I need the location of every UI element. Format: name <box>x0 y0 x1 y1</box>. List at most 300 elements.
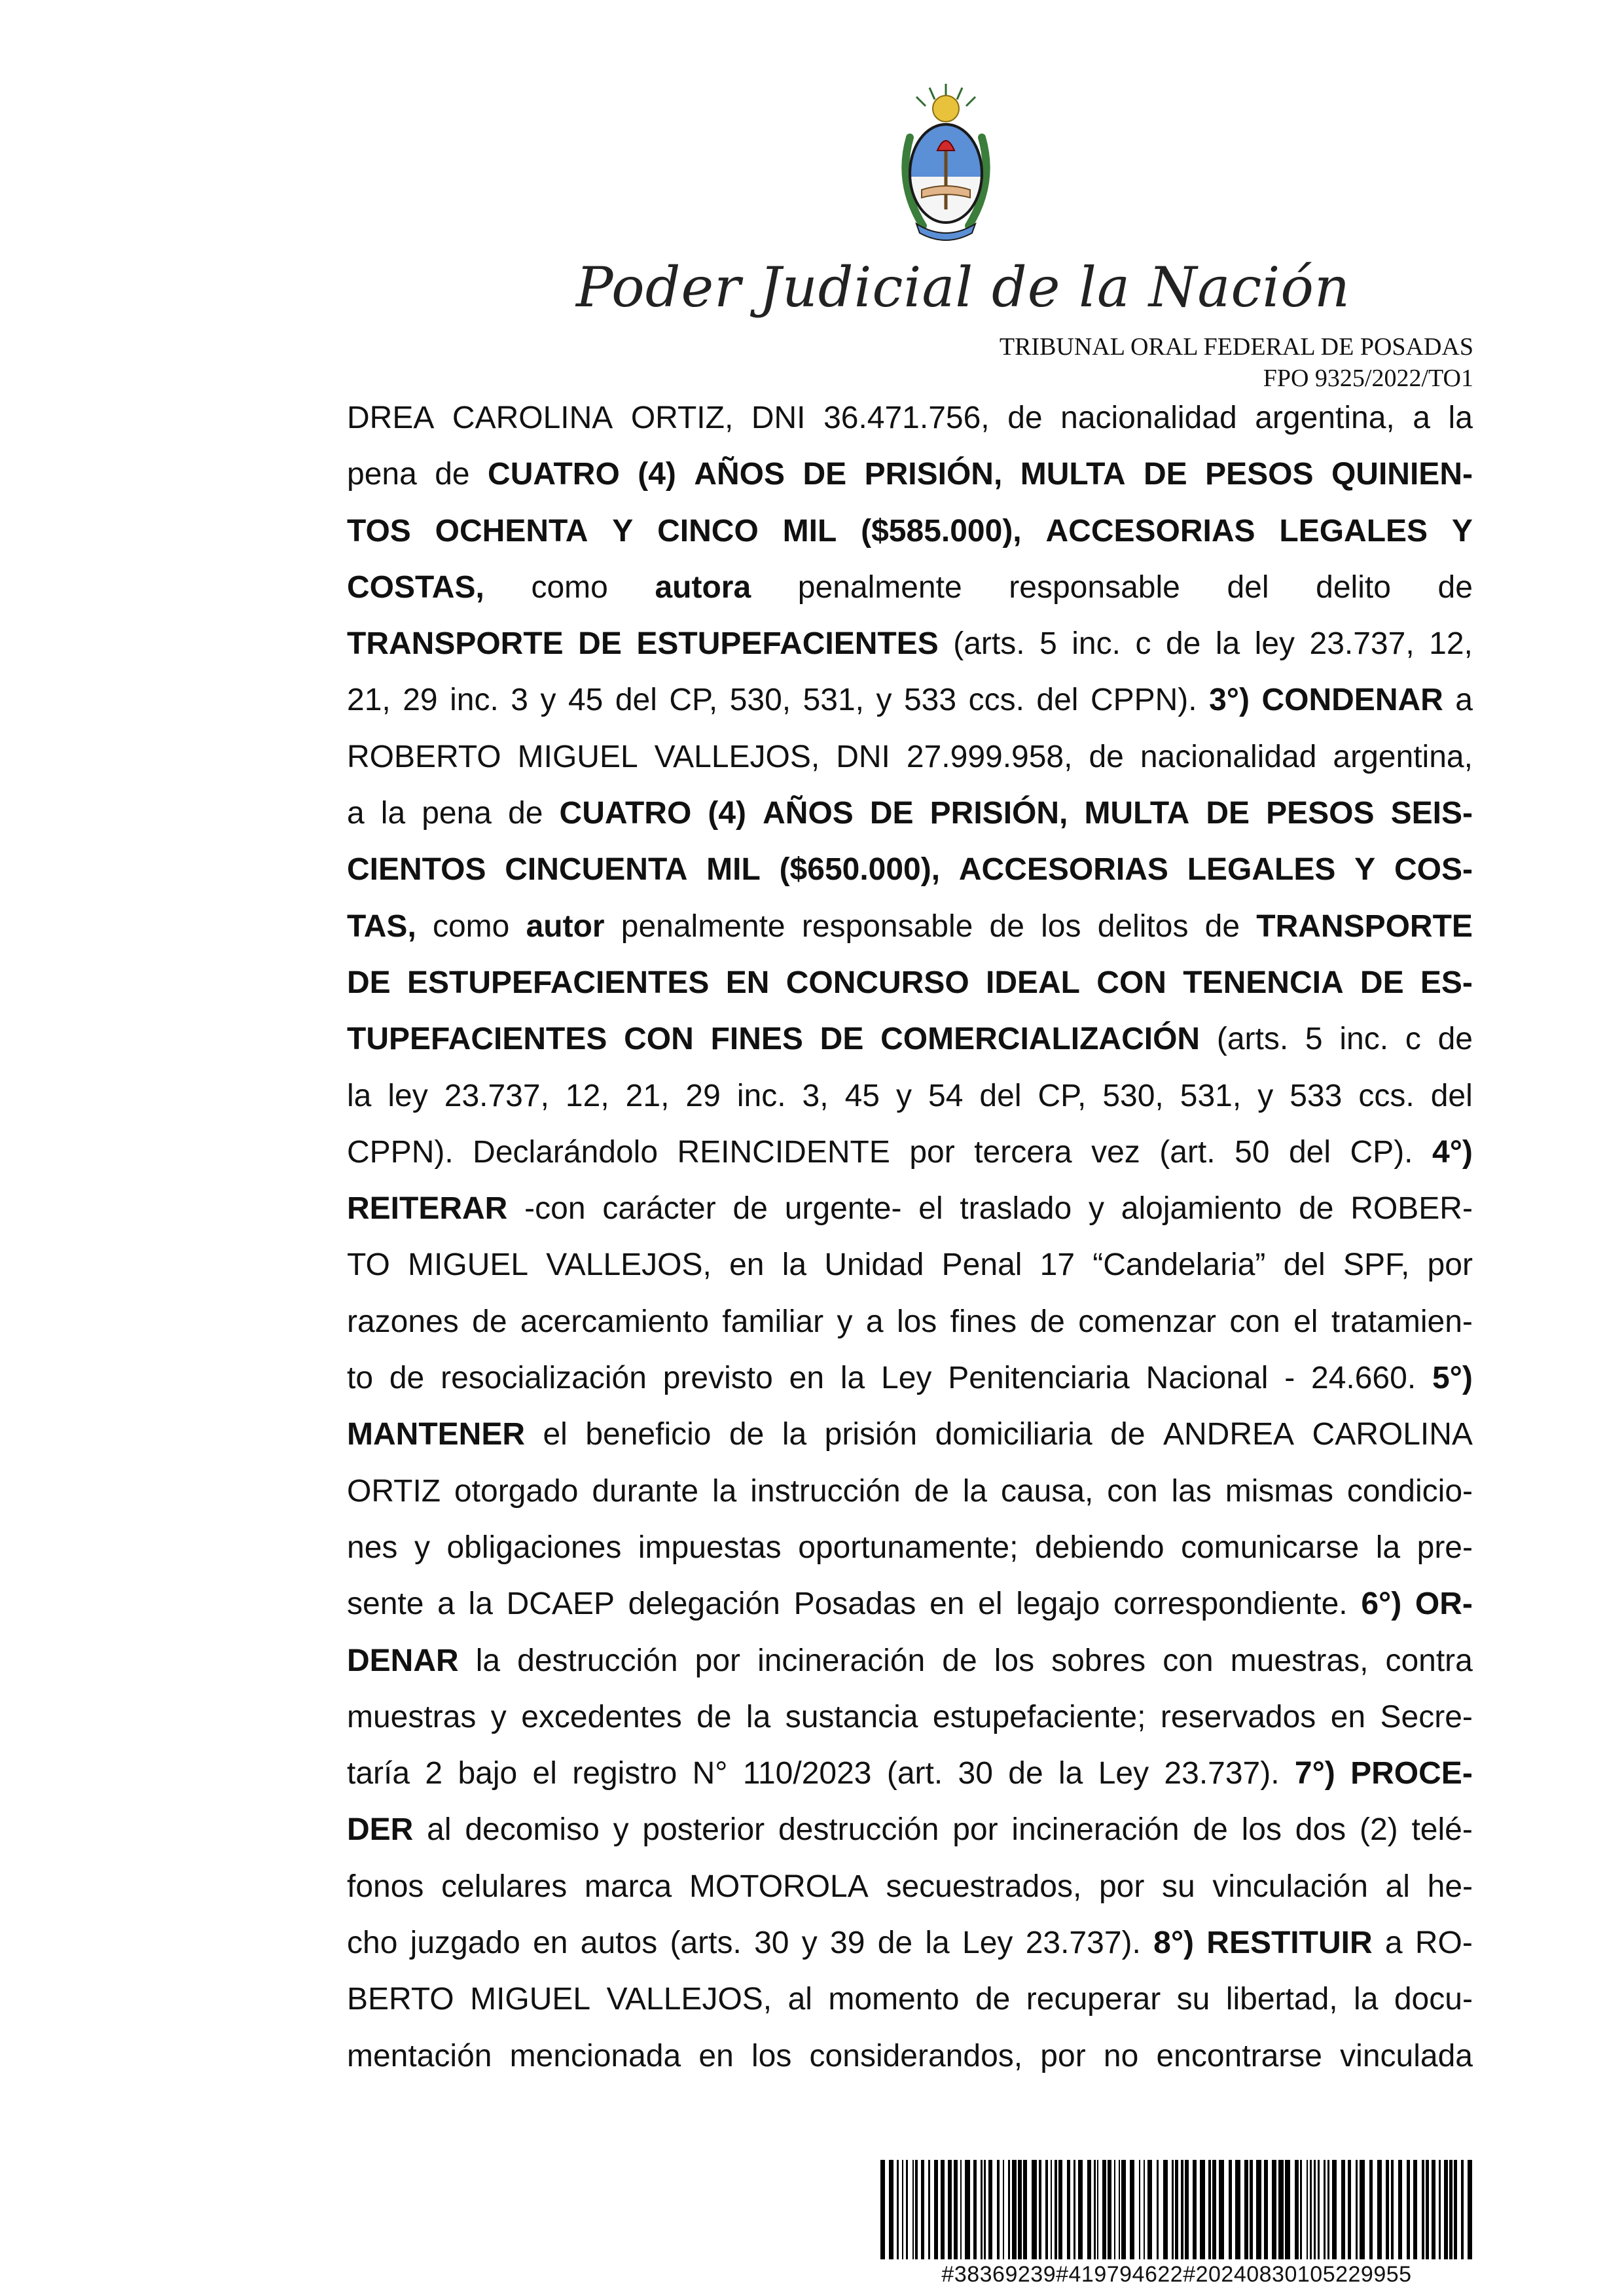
barcode-bar <box>1369 2160 1373 2259</box>
text: la <box>782 1247 807 1283</box>
text: comenzar <box>1078 1304 1216 1339</box>
barcode-bar <box>1285 2160 1290 2259</box>
barcode-bar <box>1324 2160 1326 2259</box>
text: docu- <box>1394 1982 1473 2017</box>
body-word <box>347 390 434 446</box>
body-word <box>1020 446 1126 503</box>
text: destrucción <box>517 1643 678 1678</box>
body-word <box>1312 1407 1473 1463</box>
body-word <box>914 1463 949 1520</box>
text: Declarándolo <box>473 1134 659 1170</box>
bold-text: DE <box>578 626 622 662</box>
barcode-bar <box>1310 2160 1312 2259</box>
text: y <box>490 1699 507 1734</box>
barcode-bar <box>928 2160 930 2259</box>
body-word <box>783 503 837 560</box>
body-word <box>631 390 733 446</box>
body-word <box>1040 2028 1085 2085</box>
barcode-bar <box>1193 2160 1197 2259</box>
text: 36.471.756, <box>823 401 990 435</box>
text: beneficio <box>585 1417 712 1452</box>
body-word <box>1026 1971 1161 2028</box>
body-word <box>960 1181 1072 1237</box>
bold-text: COMERCIALIZACIÓN <box>880 1022 1200 1057</box>
text: nes <box>347 1530 398 1565</box>
body-word <box>1181 1520 1359 1576</box>
barcode-bar <box>1121 2160 1126 2259</box>
text: 21, <box>347 683 391 718</box>
text: del <box>1036 683 1079 718</box>
barcode-number: #38369239#419794622#20240830105229955 <box>941 2262 1412 2287</box>
body-word <box>1166 616 1200 672</box>
barcode-bar <box>1023 2160 1027 2259</box>
body-word <box>1385 1915 1403 1971</box>
body-word <box>887 1746 943 1802</box>
text: ccs. <box>1358 1078 1415 1113</box>
text: Ley <box>1098 1756 1149 1791</box>
barcode-bar <box>1360 2160 1365 2259</box>
barcode-bar <box>1426 2160 1429 2259</box>
text: fines <box>950 1304 1017 1339</box>
body-word <box>1331 446 1473 503</box>
text: la <box>347 1078 372 1113</box>
barcode-bar <box>902 2160 903 2259</box>
body-word <box>803 446 846 503</box>
text: inc. <box>1339 1022 1389 1057</box>
bold-text: AÑOS <box>694 457 785 492</box>
body-word <box>1040 1237 1075 1293</box>
body-word <box>845 1068 880 1124</box>
text: a <box>437 1587 455 1622</box>
body-word <box>950 1294 1017 1350</box>
body-line <box>347 446 1473 503</box>
body-word <box>1187 842 1336 898</box>
text: y <box>1088 1191 1104 1227</box>
text: su <box>1176 1982 1210 2017</box>
text: 530, <box>1102 1078 1164 1113</box>
body-word <box>1284 1350 1295 1407</box>
text: (2) <box>1359 1812 1398 1848</box>
barcode-bar <box>1407 2160 1410 2259</box>
text: los <box>994 1643 1035 1678</box>
text: de <box>1193 1812 1228 1848</box>
body-line <box>347 560 1473 616</box>
barcode-bar <box>965 2160 970 2259</box>
text: y <box>896 1078 912 1113</box>
body-word <box>1413 390 1430 446</box>
text: pena <box>347 457 417 492</box>
body-word <box>785 1689 918 1746</box>
text: debiendo <box>1034 1530 1164 1565</box>
body-word <box>465 1802 599 1858</box>
text: de <box>732 1191 768 1227</box>
text: DNI <box>751 401 806 435</box>
bold-text: PRISIÓN, <box>864 457 1003 492</box>
body-word <box>408 1237 528 1293</box>
body-line <box>347 1350 1473 1407</box>
barcode-bar <box>912 2160 914 2259</box>
text: la <box>1448 401 1473 435</box>
body-word <box>986 955 1080 1011</box>
text: de <box>472 1304 507 1339</box>
bold-text: DE <box>803 457 847 492</box>
body-word <box>347 446 417 503</box>
text: por <box>909 1134 955 1170</box>
body-word <box>1380 1689 1473 1746</box>
body-word <box>1455 672 1473 728</box>
bold-text: REITERAR <box>347 1191 508 1227</box>
text: el <box>1293 1304 1318 1339</box>
text: “Candelaria” <box>1092 1247 1266 1283</box>
text: 110/2023 <box>742 1756 872 1791</box>
body-word <box>626 1068 670 1124</box>
barcode-bar <box>984 2160 986 2259</box>
text: 3, <box>802 1078 829 1113</box>
text: al <box>1385 1869 1410 1904</box>
barcode-bar <box>1432 2160 1435 2259</box>
body-word <box>751 2028 791 2085</box>
body-word <box>1415 1576 1473 1632</box>
text: 29 <box>685 1078 721 1113</box>
body-word <box>1438 1011 1473 1067</box>
body-word <box>978 1576 1002 1632</box>
text: de <box>1204 908 1240 944</box>
body-word <box>566 1068 609 1124</box>
barcode-bar <box>1332 2160 1337 2259</box>
bold-text: OR- <box>1415 1587 1473 1622</box>
body-line <box>347 1181 1473 1237</box>
body-word <box>1438 560 1473 616</box>
body-word <box>802 1915 818 1971</box>
text: el <box>978 1587 1003 1622</box>
text: 30 <box>958 1756 993 1791</box>
body-word <box>1206 1915 1372 1971</box>
body-word <box>1099 1859 1144 1915</box>
bold-text: DE <box>1144 457 1187 492</box>
bold-text: MIL <box>706 852 761 888</box>
body-word <box>473 1124 658 1181</box>
text: la <box>746 1699 771 1734</box>
body-word <box>952 1802 998 1858</box>
body-word <box>347 1011 607 1067</box>
body-word <box>410 1915 520 1971</box>
body-word <box>1405 1011 1421 1067</box>
body-word <box>689 1859 869 1915</box>
text: CPPN). <box>1090 683 1197 718</box>
body-word <box>585 1407 711 1463</box>
body-line <box>347 2028 1473 2085</box>
body-word <box>518 729 638 785</box>
resolution-body-text <box>347 390 1473 2085</box>
body-word <box>1229 1294 1280 1350</box>
bold-text: CON <box>624 1022 694 1057</box>
body-word <box>1098 1746 1149 1802</box>
body-word <box>670 1915 741 1971</box>
body-word <box>347 616 564 672</box>
text: 30 <box>754 1926 789 1961</box>
body-word <box>450 672 499 728</box>
text: celulares <box>441 1869 568 1904</box>
body-word <box>1266 785 1374 842</box>
text: REINCIDENTE <box>677 1134 890 1170</box>
body-word <box>1235 1124 1269 1181</box>
body-word <box>788 1971 812 2028</box>
text: domiciliaria <box>935 1417 1092 1452</box>
body-word <box>347 1689 476 1746</box>
bold-text: autor <box>526 908 605 944</box>
text: bajo <box>458 1756 518 1791</box>
barcode-bar <box>1327 2160 1329 2259</box>
body-word <box>1331 1689 1365 1746</box>
body-word <box>1078 1294 1216 1350</box>
body-word <box>1183 955 1343 1011</box>
body-word <box>1449 390 1473 446</box>
body-word <box>780 842 941 898</box>
body-word <box>802 899 973 955</box>
body-line <box>347 1237 1473 1293</box>
body-word <box>663 1350 773 1407</box>
text: no <box>1103 2038 1139 2073</box>
text: traslado <box>960 1191 1072 1227</box>
body-word <box>347 1746 410 1802</box>
text: 27.999.958, <box>906 739 1073 774</box>
body-word <box>1030 1294 1064 1350</box>
body-word <box>1091 1124 1140 1181</box>
text: (art. <box>886 1756 943 1791</box>
barcode-bar <box>1422 2160 1424 2259</box>
body-word <box>928 1068 963 1124</box>
bold-text: PESOS <box>1205 457 1314 492</box>
body-word <box>886 1859 1081 1915</box>
body-word <box>876 672 892 728</box>
body-word <box>1156 2028 1322 2085</box>
text: libertad, <box>1225 1982 1338 2017</box>
body-word <box>347 899 416 955</box>
body-word <box>1060 390 1237 446</box>
body-word <box>798 560 962 616</box>
body-word <box>1098 899 1189 955</box>
body-line <box>347 729 1473 785</box>
barcode-bar <box>1391 2160 1394 2259</box>
body-word <box>878 1915 912 1971</box>
body-word <box>642 1802 765 1858</box>
bold-text: Y <box>1451 513 1473 548</box>
body-word <box>1333 729 1473 785</box>
text: juzgado <box>410 1926 520 1961</box>
bold-text: RESTITUIR <box>1206 1926 1373 1961</box>
barcode-bar <box>1130 2160 1134 2259</box>
body-line <box>347 1124 1473 1181</box>
bold-text: 3°) <box>1209 683 1250 718</box>
text: responsable <box>1009 569 1180 605</box>
text: reservados <box>1160 1699 1316 1734</box>
barcode-bar <box>1208 2160 1211 2259</box>
body-word <box>1394 842 1473 898</box>
text: CP, <box>669 683 718 718</box>
barcode-bar <box>1012 2160 1017 2259</box>
text: comunicarse <box>1181 1530 1360 1565</box>
bold-text: Y <box>1354 852 1376 888</box>
body-word <box>470 1971 590 2028</box>
text: inc. <box>1072 626 1121 662</box>
text: 531, <box>1180 1078 1242 1113</box>
body-line <box>347 1407 1473 1463</box>
body-word <box>1091 672 1197 728</box>
bold-text: ($650.000), <box>779 852 941 888</box>
bold-text: MANTENER <box>347 1417 525 1452</box>
barcode-bar <box>1181 2160 1183 2259</box>
barcode-bar <box>1045 2160 1048 2259</box>
body-word <box>948 1350 1130 1407</box>
body-word <box>472 1294 507 1350</box>
body-word <box>531 560 607 616</box>
body-word <box>708 785 746 842</box>
text: de <box>1437 1022 1473 1057</box>
body-word <box>1415 1915 1473 1971</box>
body-word <box>823 390 990 446</box>
barcode-bar <box>1032 2160 1037 2259</box>
bold-text: CONCURSO <box>785 965 969 1000</box>
body-word <box>347 842 486 898</box>
text: del <box>1283 1247 1326 1283</box>
text: tercera <box>974 1134 1072 1170</box>
body-word <box>381 785 405 842</box>
text: urgente- <box>784 1191 902 1227</box>
text: 39 <box>830 1926 865 1961</box>
text: al <box>787 1982 812 2017</box>
text: 21, <box>625 1078 670 1113</box>
body-word <box>1110 1407 1145 1463</box>
body-word <box>1072 616 1121 672</box>
body-word <box>388 1068 427 1124</box>
body-word <box>757 1633 925 1689</box>
coat-of-arms-emblem <box>890 79 1001 249</box>
barcode-bar <box>1087 2160 1091 2259</box>
body-word <box>711 1011 803 1067</box>
barcode-bar <box>1074 2160 1075 2259</box>
bold-text: CUATRO <box>559 796 692 831</box>
text: al <box>427 1812 452 1848</box>
text: 50 <box>1235 1134 1270 1170</box>
bold-text: DE <box>820 1022 864 1057</box>
body-word <box>751 390 806 446</box>
body-word <box>828 1971 959 2028</box>
body-word <box>959 842 1168 898</box>
body-word <box>1340 2028 1473 2085</box>
body-line <box>347 1689 1473 1746</box>
body-word <box>1096 955 1166 1011</box>
text: muestras <box>347 1699 477 1734</box>
text: tratamien- <box>1331 1304 1473 1339</box>
text: en <box>698 2038 734 2073</box>
body-word <box>1290 1068 1342 1124</box>
body-word <box>706 842 761 898</box>
bold-text: TENENCIA <box>1183 965 1344 1000</box>
bold-text: DENAR <box>347 1643 459 1678</box>
barcode-bar <box>1318 2160 1320 2259</box>
body-word <box>624 1011 694 1067</box>
case-number: FPO 9325/2022/TO1 <box>1263 365 1473 392</box>
bold-text: AÑOS <box>763 796 854 831</box>
text: argentina, <box>1333 739 1473 774</box>
text: el <box>543 1417 568 1452</box>
barcode-bar <box>960 2160 962 2259</box>
barcode-bar <box>1200 2160 1205 2259</box>
text: la <box>782 1417 807 1452</box>
barcode-bar <box>1235 2160 1240 2259</box>
body-word <box>1146 1350 1269 1407</box>
text: del <box>615 683 657 718</box>
text: con <box>1229 1304 1280 1339</box>
body-word <box>737 1068 786 1124</box>
body-word <box>543 1407 567 1463</box>
body-line <box>347 1633 1473 1689</box>
barcode-bar <box>1078 2160 1083 2259</box>
body-word <box>546 1237 712 1293</box>
text: (arts. <box>953 626 1025 662</box>
body-word <box>1261 672 1443 728</box>
body-word <box>524 1181 585 1237</box>
body-word <box>1394 1971 1473 2028</box>
text: to <box>347 1361 374 1396</box>
text: contra <box>1385 1643 1473 1678</box>
text: 29 <box>403 683 438 718</box>
text: MOTOROLA <box>689 1869 869 1904</box>
body-word <box>425 1746 442 1802</box>
text: cho <box>347 1926 398 1961</box>
text: SPF, <box>1343 1247 1410 1283</box>
body-word <box>778 1802 939 1858</box>
text: 533 <box>1290 1078 1343 1113</box>
text: estupefaciente; <box>932 1699 1146 1734</box>
text: razones <box>347 1304 459 1339</box>
bold-text: DE <box>869 796 914 831</box>
text: inc. <box>450 683 499 718</box>
body-word <box>526 899 605 955</box>
body-word <box>347 503 411 560</box>
body-word <box>435 503 588 560</box>
barcode-bar <box>1147 2160 1152 2259</box>
body-line <box>347 390 1473 446</box>
bold-text: 7°) <box>1294 1756 1335 1791</box>
body-line <box>347 785 1473 842</box>
body-word <box>1036 672 1078 728</box>
barcode-bar <box>1058 2160 1062 2259</box>
text: recuperar <box>1026 1982 1161 2017</box>
body-word <box>990 899 1024 955</box>
text: sente <box>347 1587 424 1622</box>
body-word <box>1026 1915 1141 1971</box>
body-word <box>880 1011 1200 1067</box>
barcode-bar <box>997 2160 1000 2259</box>
body-word <box>347 1633 459 1689</box>
barcode-bar <box>1067 2160 1070 2259</box>
body-word <box>907 729 1073 785</box>
bold-text: CINCO <box>657 513 759 548</box>
body-word <box>685 1068 720 1124</box>
text: registro <box>572 1756 677 1791</box>
barcode-bar <box>1449 2160 1453 2259</box>
bold-text: CINCUENTA <box>505 852 688 888</box>
barcode-bar <box>1175 2160 1178 2259</box>
body-word <box>1001 1463 1093 1520</box>
barcode-bar <box>1348 2160 1351 2259</box>
body-word <box>896 1068 912 1124</box>
body-word <box>1205 899 1240 955</box>
bold-text: QUINIEN- <box>1331 457 1473 492</box>
bold-text: OCHENTA <box>435 513 588 548</box>
text: argentina, <box>1255 401 1395 435</box>
